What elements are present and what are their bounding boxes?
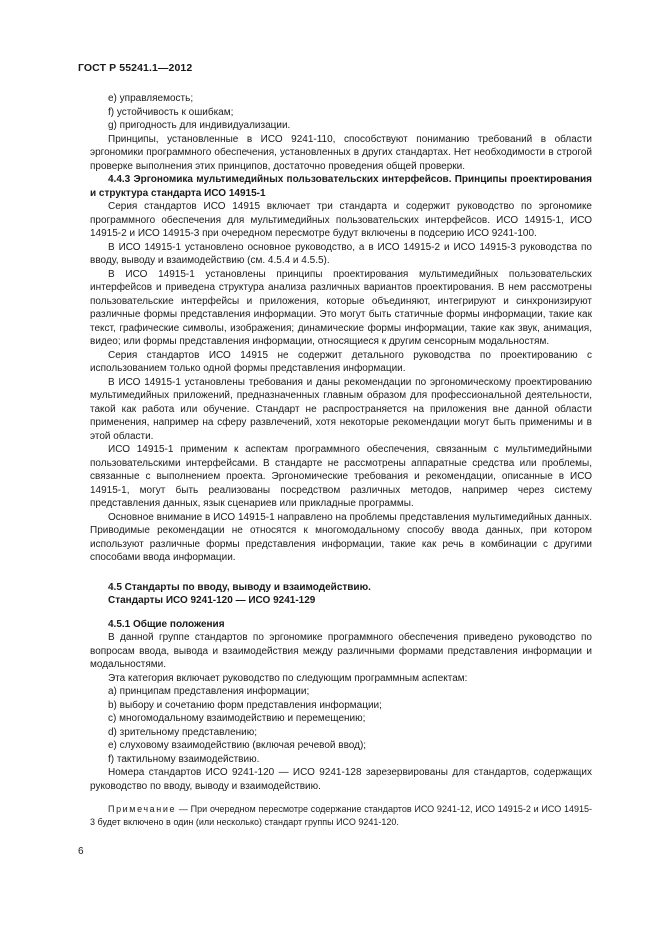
list-item: e) слуховому взаимодействию (включая речевой ввод); — [108, 740, 367, 751]
paragraph: В ИСО 14915-1 установлены принципы проектирования мультимедийных пользовательских интерфейсов и приведена структура анализа различных вариантов проектирования. В нем рассмотрены пользовательские интерфейсы и приложения, которые объединяют, интегрируют и синхронизируют различные формы представления информации. Это могут быть статичные формы информации, такие как текст, графические символы, изображения; динамические формы информации, такие как звук, анимация, видео; или формы представления информации, относящиеся к другим сенсорным модальностям. — [90, 268, 592, 347]
list-item: f) тактильному взаимодействию. — [108, 753, 260, 765]
list-item: f) устойчивость к ошибкам; — [108, 106, 234, 118]
paragraph: Эта категория включает руководство по следующим программным аспектам: — [108, 672, 468, 684]
section-heading-line: Стандарты ИСО 9241-120 — ИСО 9241-129 — [108, 595, 316, 606]
list-item: d) зрительному представлению; — [108, 726, 258, 738]
paragraph: В ИСО 14915-1 установлены требования и даны рекомендации по эргономическому проектированию мультимедийных приложений, предназначенных главным образом для профессиональной деятельности, такой как работа или обучение. Стандарт не распространяется на приложения вне данной области применения, например на сферу развлечений, хотя некоторые рекомендации могут быть применимы и в этой области. — [90, 376, 592, 442]
note-label: Примечание — [108, 804, 177, 814]
list-item: е) управляемость; — [108, 93, 194, 104]
list-item: c) многомодальному взаимодействию и перемещению; — [108, 713, 366, 724]
page-number: 6 — [78, 846, 84, 857]
paragraph: Номера стандартов ИСО 9241-120 — ИСО 9241-128 зарезервированы для стандартов, содержащих руководство по вводу, выводу и взаимодействию. — [90, 767, 592, 792]
page-content — [90, 92, 592, 828]
list-item: b) выбору и сочетанию форм представления информации; — [108, 699, 382, 711]
section-heading-4-4-3: 4.4.3 Эргономика мультимедийных пользовательских интерфейсов. Принципы проектирования и структура стандарта ИСО 14915-1 — [90, 174, 592, 199]
list-item: g) пригодность для индивидуализации. — [108, 120, 291, 131]
paragraph: В ИСО 14915-1 установлено основное руководство, а в ИСО 14915-2 и ИСО 14915-3 руководства по вводу, выводу и взаимодействию (см. 4.5.4 и 4.5.5). — [90, 241, 592, 266]
paragraph: Основное внимание в ИСО 14915-1 направлено на проблемы представления мультимедийных данных. Приводимые рекомендации не относятся к многомодальному способу ввода данных, при котором используют различные формы представления информации, такие как речь в комбинации с другими способами ввода информации. — [90, 511, 592, 563]
section-heading-4-5 — [90, 581, 592, 608]
note — [90, 803, 592, 828]
paragraph: Серия стандартов ИСО 14915 не содержит детального руководства по проектированию с использованием только одной формы представления информации. — [90, 349, 592, 374]
paragraph: В данной группе стандартов по эргономике программного обеспечения приведено руководство по вопросам ввода, вывода и взаимодействия между различными формами представления информации и модальностями. — [90, 632, 592, 670]
paragraph: ИСО 14915-1 применим к аспектам программного обеспечения, связанным с мультимедийными пользовательскими интерфейсами. В стандарте не рассмотрены аппаратные средства или проблемы, связанные с выполнением проекта. Эргономические требования и рекомендации, описанные в ИСО 14915-1, могут быть реализованы посредством различных методов, например через систему представления данных, язык сценариев или прикладные программы. — [90, 444, 592, 509]
paragraph-principles: Принципы, установленные в ИСО 9241-110, способствуют пониманию требований в области эргономики программного обеспечения, установленных в других стандартах. Нет необходимости в строгой проверке выполнения этих принципов, достаточно проведения общей проверки. — [90, 133, 592, 172]
note-text: — При очередном пересмотре содержание стандартов ИСО 9241-12, ИСО 14915-2 и ИСО 14915-3 будет включено в один (или несколько) стандарт группы ИСО 9241-120. — [90, 804, 592, 827]
section-heading-line: 4.5 Стандарты по вводу, выводу и взаимодействию. — [108, 581, 371, 593]
section-heading-4-5-1: 4.5.1 Общие положения — [108, 618, 225, 630]
list-item: а) принципам представления информации; — [108, 686, 310, 697]
document-header: ГОСТ Р 55241.1—2012 — [78, 62, 193, 74]
paragraph: Серия стандартов ИСО 14915 включает три стандарта и содержит руководство по эргономике программного обеспечения для мультимедийных пользовательских интерфейсов. ИСО 14915-1, ИСО 14915-2 и ИСО 14915-3 при очередном пересмотре будут включены в подсерию ИСО 9241-100. — [90, 201, 592, 239]
